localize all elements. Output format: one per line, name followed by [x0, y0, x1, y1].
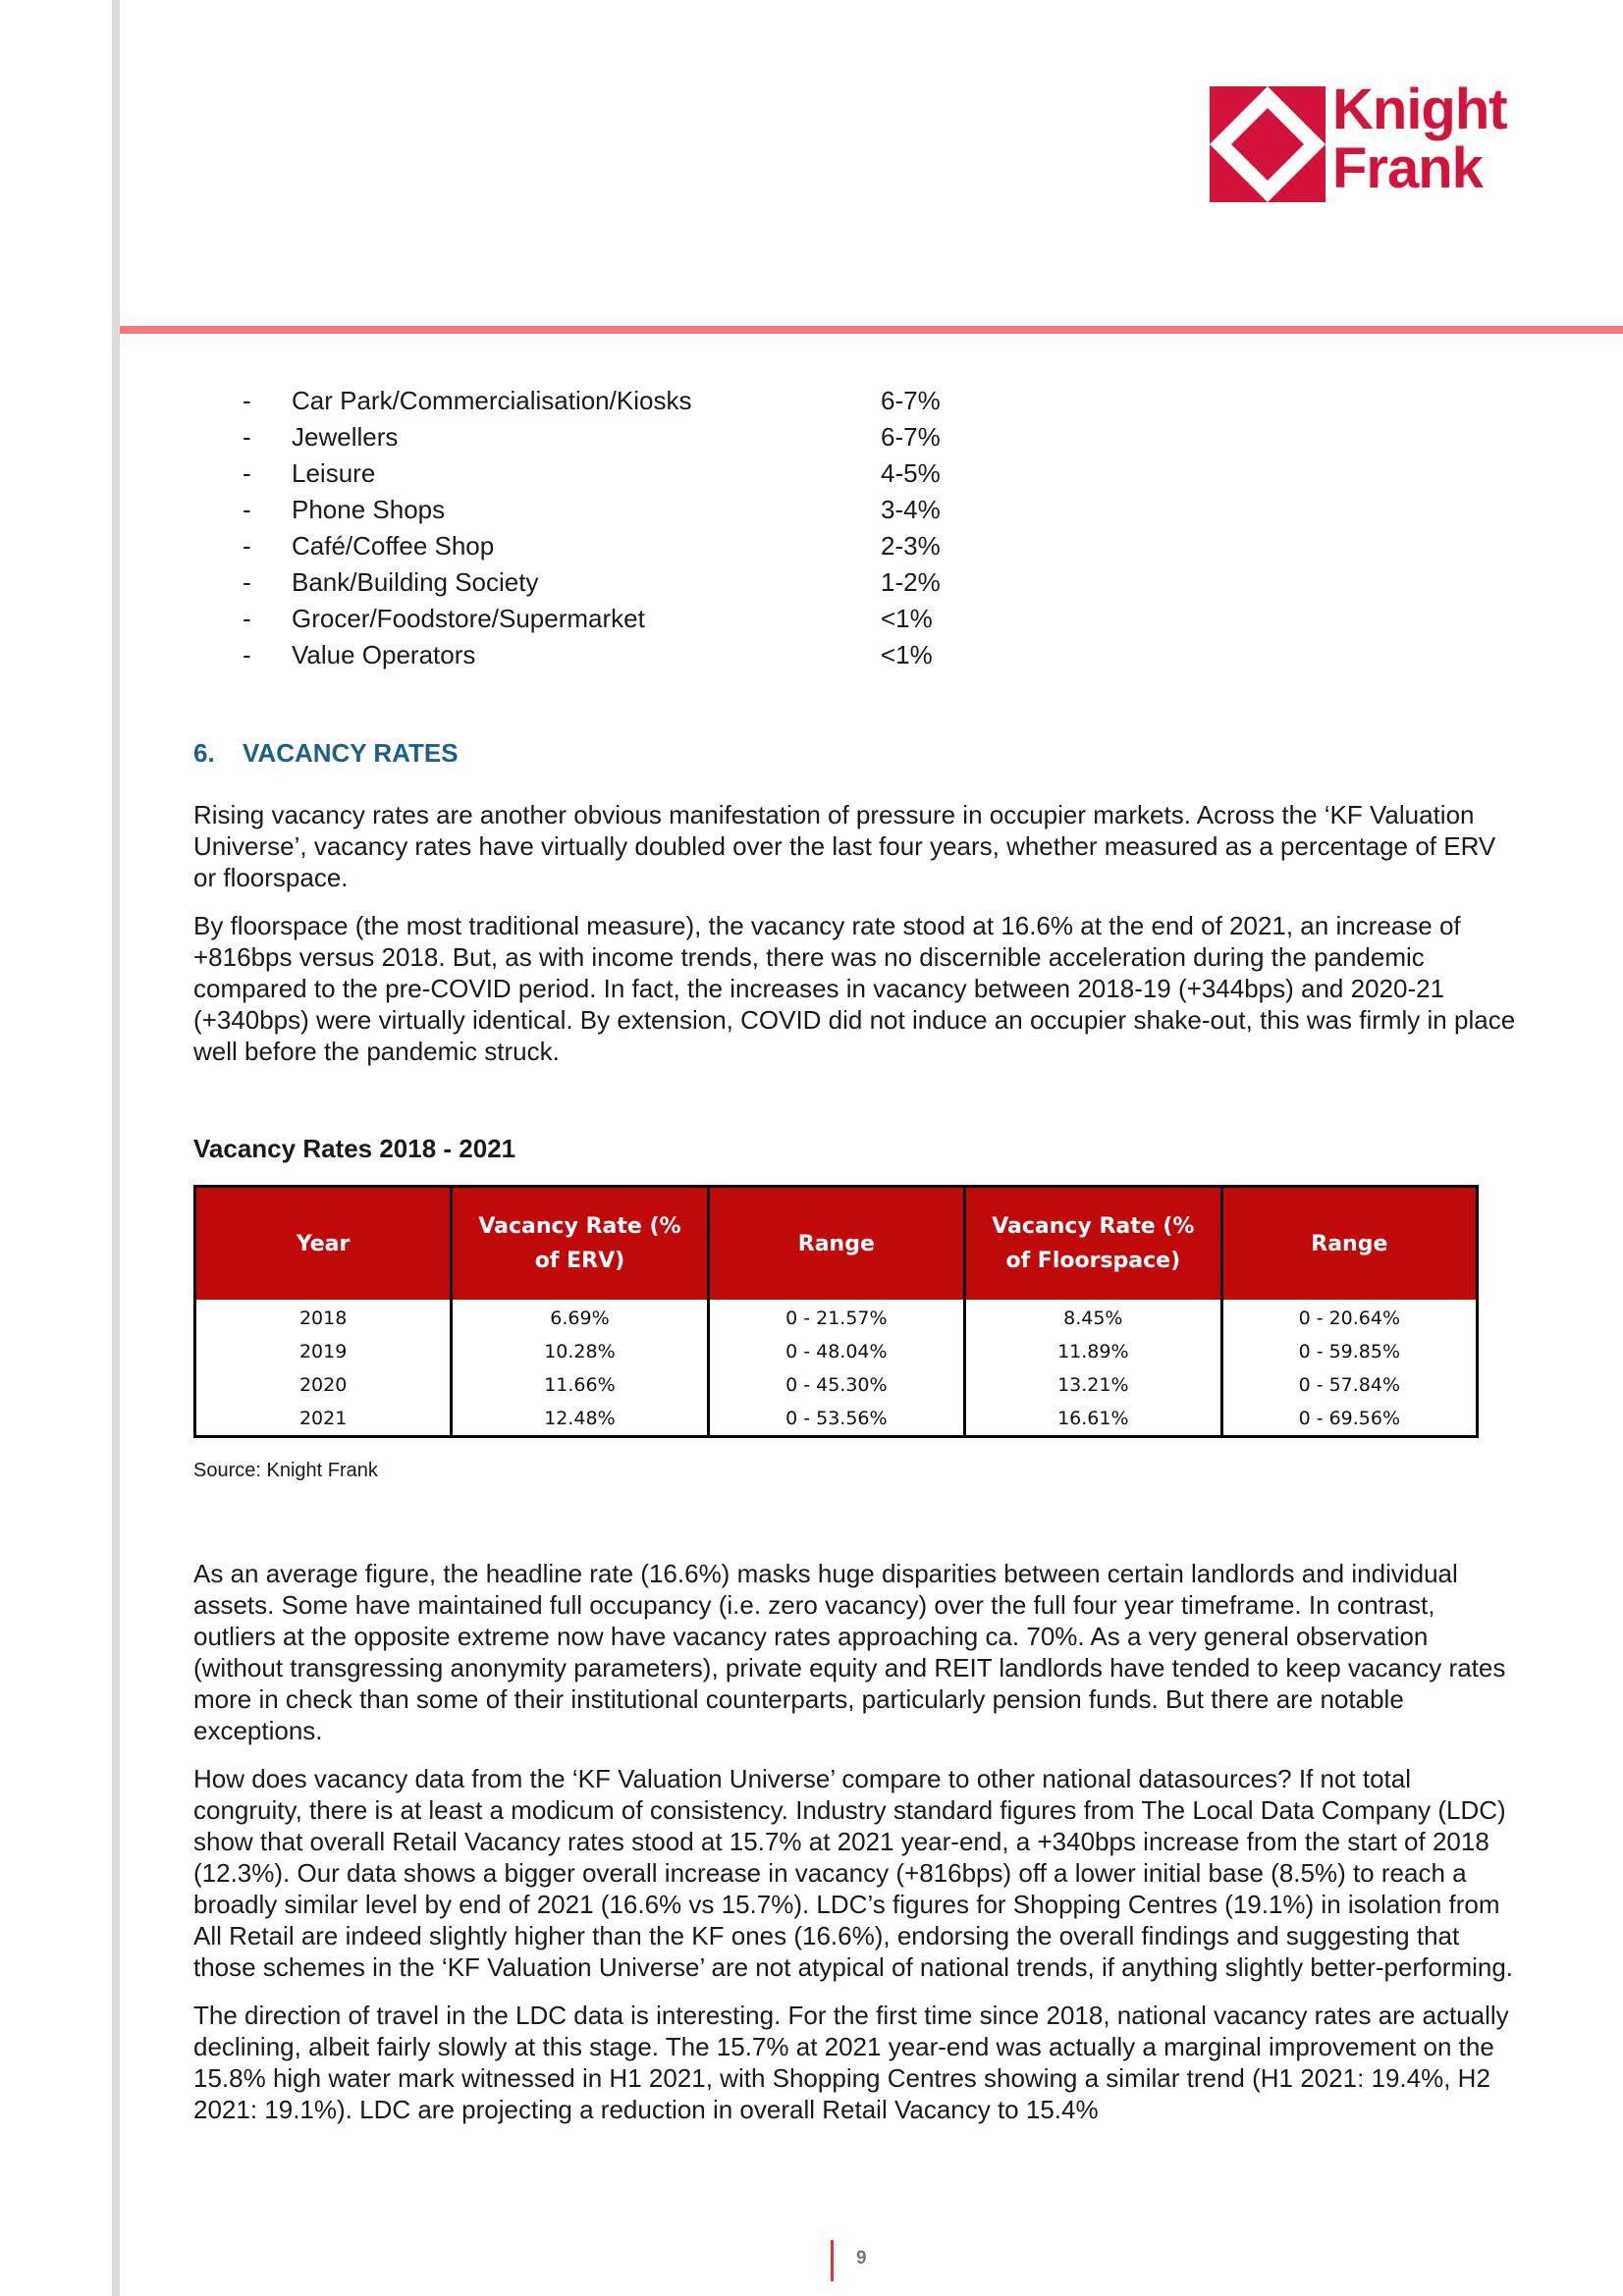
list-item-value: 6-7%	[881, 386, 941, 415]
table-cell: 0 - 69.56%	[1221, 1402, 1477, 1437]
knight-frank-mark-icon	[1210, 86, 1325, 202]
paragraph: As an average figure, the headline rate (16.6%) masks huge disparities between certain landlords and individual assets. Some have maintained full occupancy (i.e. zero vacancy) over the full four year timeframe. In contrast, outliers at the opposite extreme now have vacancy rates approaching ca. 70%. As a very general observation (without transgressing anonymity parameters), private equity and REIT landlords have tended to keep vacancy rates more in check than some of their institutional counterparts, particularly pension funds. But there are notable exceptions.	[193, 1559, 1506, 1745]
table-cell: 2018	[298, 1308, 348, 1329]
list-item: - Jewellers 6-7%	[193, 419, 1519, 455]
logo-line-1: Knight	[1332, 78, 1507, 141]
paragraph: Rising vacancy rates are another obvious manifestation of pressure in occupier markets. Across the ‘KF Valuation Universe’, vacancy rates have virtually doubled over the last four years, whether measured as a percentage of ERV or floorspace.	[193, 800, 1496, 892]
page-content	[193, 383, 1519, 2125]
list-item: - Café/Coffee Shop 2-3%	[193, 528, 1519, 564]
table-cell: 12.48%	[452, 1402, 708, 1437]
table-cell: 2019	[298, 1341, 348, 1362]
section-number: 6.	[193, 738, 215, 768]
table-row	[195, 1368, 1478, 1402]
section-heading	[193, 736, 1519, 770]
list-item-value: 6-7%	[881, 422, 941, 452]
table-cell: 16.61%	[965, 1402, 1222, 1437]
list-item-label: Car Park/Commercialisation/Kiosks	[292, 386, 692, 415]
paragraph: By floorspace (the most traditional measure), the vacancy rate stood at 16.6% at the end of 2021, an increase of +816bps versus 2018. But, as with income trends, there was no discernible acceleration during the pandemic compared to the pre-COVID period. In fact, the increases in vacancy between 2018-19 (+344bps) and 2020-21 (+340bps) were virtually identical. By extension, COVID did not induce an occupier shake-out, this was firmly in place well before the pandemic struck.	[193, 911, 1516, 1066]
knight-frank-logo	[1210, 78, 1524, 202]
paragraph: The direction of travel in the LDC data is interesting. For the first time since 2018, national vacancy rates are actually declining, albeit fairly slowly at this stage. The 15.7% at 2021 year-end was actually a marginal improvement on the 15.8% high water mark witnessed in H1 2021, with Shopping Centres showing a similar trend (H1 2021: 19.4%, H2 2021: 19.1%). LDC are projecting a reduction in overall Retail Vacancy to 15.4%	[193, 2001, 1509, 2124]
table-row	[195, 1300, 1478, 1335]
list-item-value: 2-3%	[881, 531, 941, 561]
list-item-label: Leisure	[292, 458, 376, 488]
list-item: - Value Operators <1%	[193, 637, 1519, 673]
vacancy-rates-table	[193, 1185, 1479, 1438]
list-item-label: Grocer/Foodstore/Supermarket	[292, 604, 645, 633]
table-cell: 0 - 45.30%	[708, 1368, 964, 1402]
paragraph: How does vacancy data from the ‘KF Valuation Universe’ compare to other national datasources? If not total congruity, there is at least a modicum of consistency. Industry standard figures from The Local Data Company (LDC) show that overall Retail Vacancy rates stood at 15.7% at 2021 year-end, a +340bps increase from the start of 2018 (12.3%). Our data shows a bigger overall increase in vacancy (+816bps) off a lower initial base (8.5%) to reach a broadly similar level by end of 2021 (16.6% vs 15.7%). LDC’s figures for Shopping Centres (19.1%) in isolation from All Retail are indeed slightly higher than the KF ones (16.6%), endorsing the overall findings and suggesting that those schemes in the ‘KF Valuation Universe’ are not atypical of national trends, if anything slightly better-performing.	[193, 1764, 1514, 1982]
logo-wordmark	[1332, 80, 1507, 198]
list-item: - Grocer/Foodstore/Supermarket <1%	[193, 601, 1519, 637]
table-cell: 10.28%	[452, 1335, 708, 1368]
table-cell: 0 - 57.84%	[1221, 1368, 1477, 1402]
logo-line-2: Frank	[1332, 136, 1483, 200]
table-source: Source: Knight Frank	[193, 1460, 378, 1481]
left-margin-rule	[112, 0, 120, 2296]
column-header: Vacancy Rate (% of ERV)	[452, 1187, 708, 1301]
table-header-row	[195, 1187, 1478, 1301]
list-item: - Leisure 4-5%	[193, 455, 1519, 492]
table-cell: 11.66%	[452, 1368, 708, 1402]
list-item-value: 3-4%	[881, 495, 941, 524]
page-number: 9	[856, 2248, 867, 2269]
table-cell: 0 - 59.85%	[1221, 1335, 1477, 1368]
page-number-divider	[831, 2240, 834, 2281]
table-cell: 8.45%	[965, 1300, 1222, 1335]
table-cell: 0 - 53.56%	[708, 1402, 964, 1437]
header-rule	[120, 326, 1623, 334]
list-item: - Car Park/Commercialisation/Kiosks 6-7%	[193, 383, 1519, 419]
table-row	[195, 1402, 1478, 1437]
list-item-value: <1%	[881, 604, 933, 633]
list-item-label: Value Operators	[292, 640, 476, 669]
table-cell: 6.69%	[452, 1300, 708, 1335]
sector-list	[193, 383, 1519, 673]
column-header: Year	[195, 1187, 452, 1301]
table-cell: 11.89%	[965, 1335, 1222, 1368]
column-header: Range	[1221, 1187, 1477, 1301]
list-item-label: Café/Coffee Shop	[292, 531, 495, 561]
section-title: VACANCY RATES	[243, 738, 459, 768]
table-cell: 0 - 48.04%	[708, 1335, 964, 1368]
list-item-label: Jewellers	[292, 422, 399, 452]
table-title: Vacancy Rates 2018 - 2021	[193, 1134, 516, 1163]
table-cell: 2020	[298, 1374, 348, 1396]
list-item-value: 4-5%	[881, 458, 941, 488]
list-item-value: <1%	[881, 640, 933, 669]
table-row	[195, 1335, 1478, 1368]
column-header: Vacancy Rate (% of Floorspace)	[965, 1187, 1222, 1301]
list-item: - Phone Shops 3-4%	[193, 492, 1519, 528]
list-item-label: Phone Shops	[292, 495, 446, 524]
table-cell: 0 - 20.64%	[1221, 1300, 1477, 1335]
table-cell: 2021	[298, 1408, 348, 1429]
column-header: Range	[708, 1187, 964, 1301]
list-item: - Bank/Building Society 1-2%	[193, 564, 1519, 601]
table-cell: 0 - 21.57%	[708, 1300, 964, 1335]
list-item-label: Bank/Building Society	[292, 567, 539, 597]
table-cell: 13.21%	[965, 1368, 1222, 1402]
list-item-value: 1-2%	[881, 567, 941, 597]
